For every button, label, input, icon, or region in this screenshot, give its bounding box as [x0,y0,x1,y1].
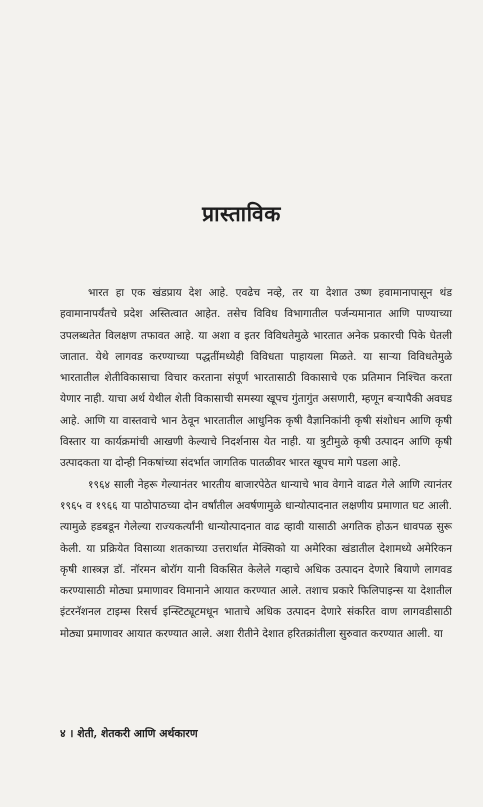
paragraph: भारत हा एक खंडप्राय देश आहे. एवढेच नव्हे, तर या देशात उष्ण हवामानापासून थंड हवामानापर्यंतचे प्रदेश अस्तित्वात आहेत. तसेच विविध विभागातील पर्जन्यमानात आणि पाण्याच्या उपलब्धतेत विलक्षण तफावत आहे. या अशा व इतर विविधतेमुळे भारतात अनेक प्रकारची पिके घेतली जातात. येथे लागवड करण्याच्या पद्धतींमध्येही विविधता पाहायला मिळते. या साऱ्या विविधतेमुळे भारतातील शेतीविकासाचा विचार करताना संपूर्ण भारतासाठी विकासाचे एक प्रतिमान निश्चित करता येणार नाही. याचा अर्थ येथील शेती विकासाची समस्या खूपच गुंतागुंत असणारी, म्हणून बऱ्यापैकी अवघड आहे. आणि या वास्तवाचे भान ठेवून भारतातील आधुनिक कृषी वैज्ञानिकांनी कृषी संशोधन आणि कृषी विस्तार या कार्यक्रमांची आखणी केल्याचे निदर्शनास येत नाही. या त्रुटीमुळे कृषी उत्पादन आणि कृषी उत्पादकता या दोन्ही निकषांच्या संदर्भात जागतिक पातळीवर भारत खूपच मागे पडला आहे. [60,287,452,470]
paragraph: १९६४ साली नेहरू गेल्यानंतर भारतीय बाजारपेठेत धान्याचे भाव वेगाने वाढत गेले आणि त्यानंतर १९६५ व १९६६ या पाठोपाठच्या दोन वर्षांतील अवर्षणामुळे धान्योत्पादनात लक्षणीय प्रमाणात घट आली. त्यामुळे हडबडून गेलेल्या राज्यकर्त्यांनी धान्योत्पादनात वाढ व्हावी यासाठी अगतिक होऊन धावपळ सुरू केली. या प्रक्रियेत विसाव्या शतकाच्या उत्तरार्धात मेक्सिको या अमेरिका खंडातील देशामध्ये अमेरिकन कृषी शास्त्रज्ञ डॉ. नॉरमन बोरॉग यानी विकसित केलेले गव्हाचे अधिक उत्पादन देणारे बियाणे लागवड करण्यासाठी मोठ्या प्रमाणावर विमानाने आयात करण्यात आले. तशाच प्रकारे फिलिपाइन्स या देशातील इंटरनॅशनल टाइम्स रिसर्च इन्स्टिट्यूटमधून भाताचे अधिक उत्पादन देणारे संकरित वाण लागवडीसाठी मोठ्या प्रमाणावर आयात करण्यात आले. अशा रीतीने देशात हरितक्रांतीला सुरुवात करण्यात आली. या [60,478,452,640]
page-body [60,283,452,645]
page-footer: ४ । शेती, शेतकरी आणि अर्थकारण [60,727,198,740]
page-title: प्रास्ताविक [202,201,281,226]
